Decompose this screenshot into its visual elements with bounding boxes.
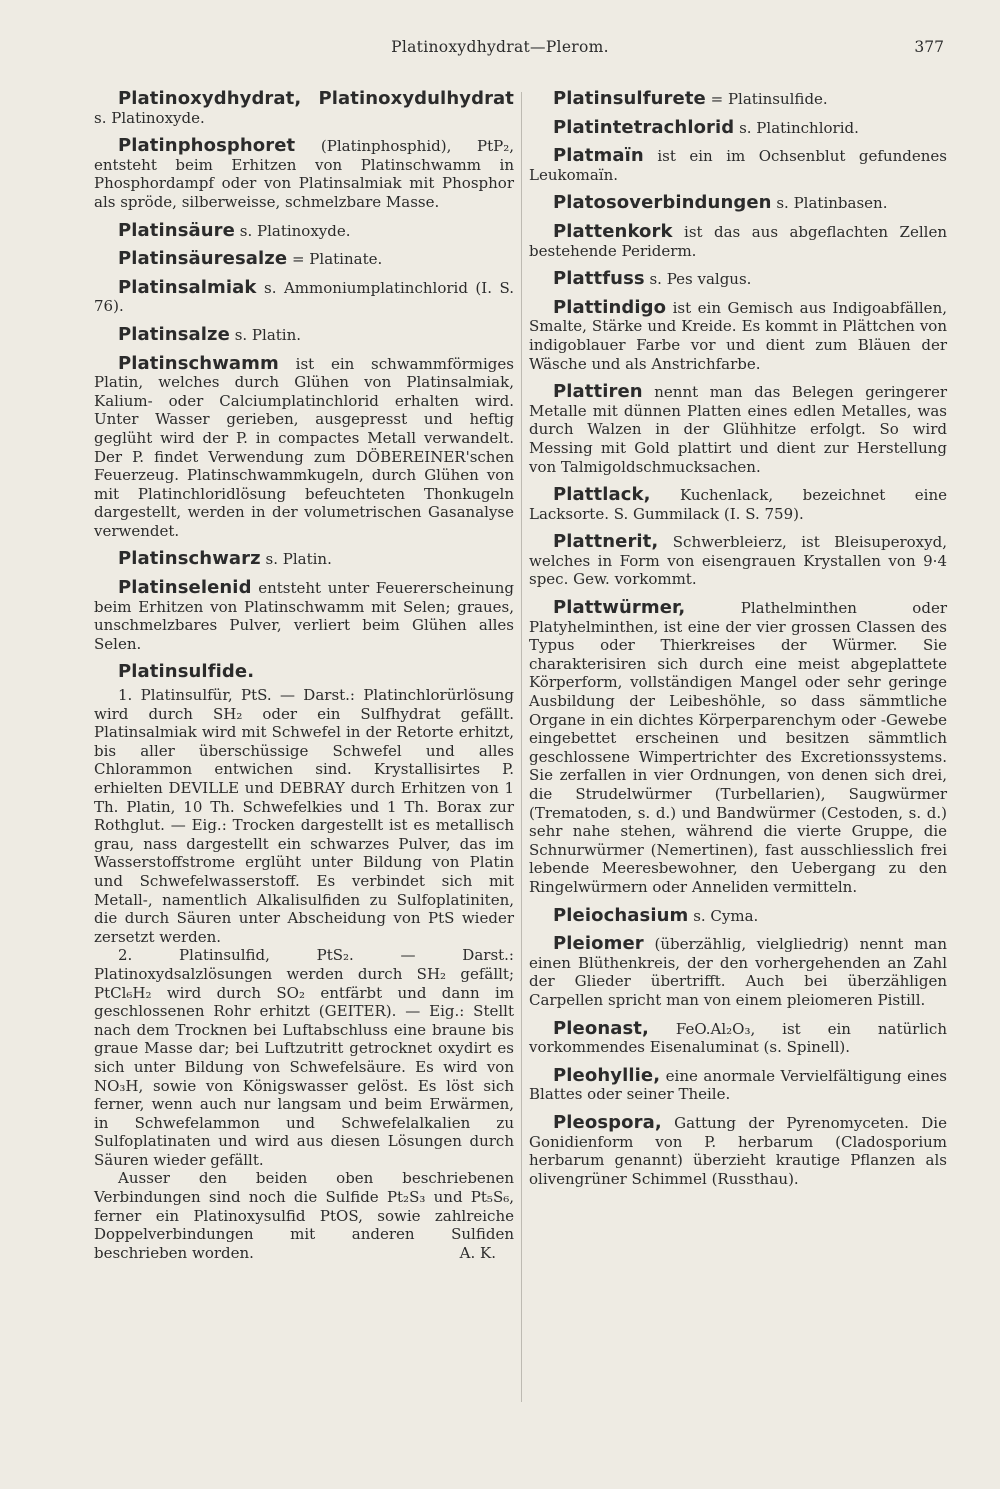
entry-text: ist ein Gemisch aus Indigoabfällen, Smalte, Stärke und Kreide. Es kommt in Plättchen von indigoblauer Farbe vor und dient zum Bläuen der Wäsche und als Anstrichfarbe. (529, 298, 947, 373)
entry-headword: Platinphosphoret (118, 135, 296, 157)
entry-text: Gattung der Pyrenomyceten. Die Gonidienform von P. herbarum (Cladosporium herbarum genannt) überzieht krautige Pflanzen als olivengrüner Schimmel (Russthau). (529, 1113, 947, 1188)
entry-text: = Platinate. (291, 250, 383, 269)
dictionary-entry (94, 323, 514, 345)
dictionary-entry (529, 1111, 947, 1188)
entry-headword: Pleonast, (553, 1017, 649, 1039)
dictionary-entry (94, 550, 514, 569)
dictionary-entry (529, 599, 947, 897)
dictionary-entry (529, 533, 947, 589)
entry-text: s. Platinoxyde. (239, 221, 351, 240)
dictionary-entry (529, 935, 947, 1009)
entry-text: s. Platin. (234, 325, 302, 344)
dictionary-entry (529, 904, 947, 926)
entry-text: ist ein im Ochsenblut gefundenes Leukomaïn. (529, 147, 947, 184)
entry-headword: Plattnerit, (553, 531, 659, 553)
dictionary-entry (529, 1017, 947, 1057)
dictionary-entry (94, 352, 514, 541)
entry-text: (überzählig, vielgliedrig) nennt man einen Blüthenkreis, der den vorhergehenden an Zahl der Glieder übertrifft. Auch bei überzähligen Carpellen spricht man von einem pleiomeren Pistill. (529, 935, 947, 1009)
dictionary-entry (94, 137, 514, 211)
dictionary-entry (529, 147, 947, 184)
entry-headword: Pleospora, (553, 1111, 662, 1133)
entry-text: FeO.Al₂O₃, ist ein natürlich vorkommendes Eisenaluminat (s. Spinell). (529, 1019, 947, 1057)
entry-headword: Plattiren (553, 381, 643, 403)
entry-headword: Plattwürmer, (553, 597, 686, 619)
column-divider (521, 92, 522, 1402)
entry-headword: Plattindigo (553, 296, 667, 318)
left-column (94, 90, 514, 1262)
entry-text: s. Cyma. (693, 906, 759, 925)
entry-headword: Platinselenid (118, 577, 252, 599)
dictionary-entry (529, 383, 947, 476)
entry-headword: Platinsäure (118, 219, 235, 241)
entry-text: = Platinsulfide. (710, 90, 828, 108)
entry-headword: Platmaïn (553, 145, 644, 167)
dictionary-entry (94, 219, 514, 241)
author-signature: A. K. (459, 1243, 496, 1262)
entry-text: Kuchenlack, bezeichnet eine Lacksorte. S. Gummilack (I. S. 759). (529, 486, 947, 523)
entry-text: eine anormale Vervielfältigung eines Blattes oder seiner Theile. (529, 1066, 947, 1104)
dictionary-entry (529, 296, 947, 373)
right-column (529, 90, 947, 1198)
entry-headword: Platinsulfurete (553, 88, 706, 109)
entry-text: ist ein schwammförmiges Platin, welches durch Glühen von Platinsalmiak, Kalium- oder Calciumplatinchlorid erhalten wird. Unter Wasser gerieben, ausgepresst und heftig geglüht wird der P. in compactes Metall verwandelt. Der P. findet Verwendung zum DÖBEREINER'schen Feuerzeug. Platinschwammkugeln, durch Glühen von mit Platinchloridlösung befeuchteten Thonkugeln dargestellt, werden in der volumetrischen Gasanalyse verwendet. (94, 354, 514, 540)
entry-text: Plathelminthen oder Platyhelminthen, ist eine der vier grossen Classen des Typus oder Thierkreises der Würmer. Sie charakterisiren sich durch eine meist abgeplattete Körperform, vollständigen Mangel oder sehr geringe Ausbildung der Leibeshöhle, so dass sämmtliche Organe in ein dichtes Körperparenchym oder -Gewebe eingebettet erscheinen und besitzen sämmtlich geschlossene Wimpertrichter des Excretionssystems. Sie zerfallen in vier Ordnungen, von denen sich drei, die Strudelwürmer (Turbellarien), Saugwürmer (Trematoden, s. d.) und Bandwürmer (Cestoden, s. d.) sehr nahe stehen, während die vierte Gruppe, die Schnurwürmer (Nemertinen), fast ausschliesslich frei lebende Meeresbewohner, den Uebergang zu den Ringelwürmern oder Anneliden vermitteln. (529, 599, 947, 896)
entry-headword: Platinschwarz (118, 548, 261, 570)
entry-headword: Plattenkork (553, 220, 673, 242)
dictionary-entry (529, 486, 947, 523)
entry-headword: Platinschwamm (118, 352, 279, 374)
dictionary-entry (529, 270, 947, 289)
sulfide-paragraph: 2. Platinsulfid, PtS₂. — Darst.: Platinoxydsalzlösungen werden durch SH₂ gefällt; PtCl₆H₂ wird durch SO₂ entfärbt und dann im geschlossenen Rohr erhitzt (GEITER). — Eig.: Stellt nach dem Trocknen bei Luftabschluss eine braune bis graue Masse dar; bei Luftzutritt getrocknet oxydirt es sich unter Bildung von Schwefelsäure. Es wird von NO₃H, sowie von Königswasser gelöst. Es löst sich ferner, wenn auch nur langsam und beim Erwärmen, in Schwefelammon und Schwefelalkalien zu Sulfoplatinaten und wird aus diesen Lösungen durch Säuren wieder gefällt. (94, 946, 514, 1169)
entry-headword: Platinsalze (118, 323, 230, 345)
entry-text: entsteht unter Feuererscheinung beim Erhitzen von Platinschwamm mit Selen; graues, unschmelzbares Pulver, verliert beim Glühen alles Selen. (94, 579, 514, 653)
dictionary-entry (94, 90, 514, 127)
dictionary-entry (94, 663, 514, 682)
entry-text: s. Platin. (265, 550, 332, 569)
sulfide-paragraph (94, 1169, 514, 1262)
entry-headword: Platosoverbindungen (553, 192, 772, 214)
sulfide-paragraph-text: Ausser den beiden oben beschriebenen Verbindungen sind noch die Sulfide Pt₂S₃ und Pt₅S₆, ferner ein Platinoxysulfid PtOS, sowie zahlreiche Doppelverbindungen mit anderen Sulfiden beschrieben worden. (94, 1169, 514, 1262)
dictionary-entry (94, 579, 514, 653)
dictionary-entry (529, 1064, 947, 1104)
entry-text: Schwerbleierz, ist Bleisuperoxyd, welches in Form von eisengrauen Krystallen von 9·4 spec. Gew. vorkommt. (529, 533, 947, 589)
sulfide-paragraph: 1. Platinsulfür, PtS. — Darst.: Platinchlorürlösung wird durch SH₂ oder ein Sulfhydrat gefällt. Platinsalmiak wird mit Schwefel in der Retorte erhitzt, bis aller überschüssige Schwefel und alles Chlorammon entwichen sind. Krystallisirtes P. erhielten DEVILLE und DEBRAY durch Erhitzen von 1 Th. Platin, 10 Th. Schwefelkies und 1 Th. Borax zur Rothglut. — Eig.: Trocken dargestellt ist es metallisch grau, nass dargestellt ein schwarzes Pulver, das im Wasserstoffstrome erglüht unter Bildung von Platin und Schwefelwasserstoff. Es verbindet sich mit Metall-, namentlich Alkalisulfiden zu Sulfoplatiniten, die durch Säuren unter Abscheidung von PtS wieder zersetzt werden. (94, 686, 514, 946)
dictionary-entry (529, 116, 947, 138)
entry-text: s. Ammoniumplatinchlorid (I. S. 76). (94, 278, 514, 316)
dictionary-entry (529, 194, 947, 213)
entry-text: (Platinphosphid), PtP₂, entsteht beim Erhitzen von Platinschwamm in Phosphordampf oder von Platinsalmiak mit Phosphor als spröde, silberweisse, schmelzbare Masse. (94, 137, 514, 211)
entry-headword: Pleiomer (553, 933, 644, 955)
entry-text: ist das aus abgeflachten Zellen bestehende Periderm. (529, 222, 947, 260)
running-title: Platinoxydhydrat—Plerom. (391, 38, 609, 56)
entry-headword: Platintetrachlorid (553, 116, 735, 138)
dictionary-entry (529, 220, 947, 260)
entry-text: s. Pes valgus. (649, 270, 752, 289)
entry-text: nennt man das Belegen geringerer Metalle mit dünnen Platten eines edlen Metalles, was durch Walzen in der Glühhitze erfolgt. So wird Messing mit Gold plattirt und dient zur Herstellung von Talmigoldschmucksachen. (529, 383, 947, 476)
entry-headword: Plattfuss (553, 268, 645, 290)
dictionary-entry (94, 250, 514, 269)
entry-text: s. Platinchlorid. (739, 118, 859, 137)
dictionary-entry (529, 90, 947, 109)
dictionary-entry (94, 276, 514, 316)
entry-headword: Platinsulfide. (118, 661, 255, 683)
entry-text: s. Platinoxyde. (94, 108, 205, 127)
entry-headword: Platinsäuresalze (118, 248, 288, 270)
page-number: 377 (914, 38, 944, 56)
entry-headword: Plattlack, (553, 484, 651, 506)
entry-headword: Pleiochasium (553, 904, 689, 926)
entry-headword: Platinoxydhydrat, Platinoxydulhydrat (118, 88, 514, 109)
entry-headword: Pleohyllie, (553, 1064, 661, 1086)
page-header (0, 38, 1000, 62)
entry-text: s. Platinbasen. (776, 194, 888, 213)
entry-headword: Platinsalmiak (118, 276, 257, 298)
